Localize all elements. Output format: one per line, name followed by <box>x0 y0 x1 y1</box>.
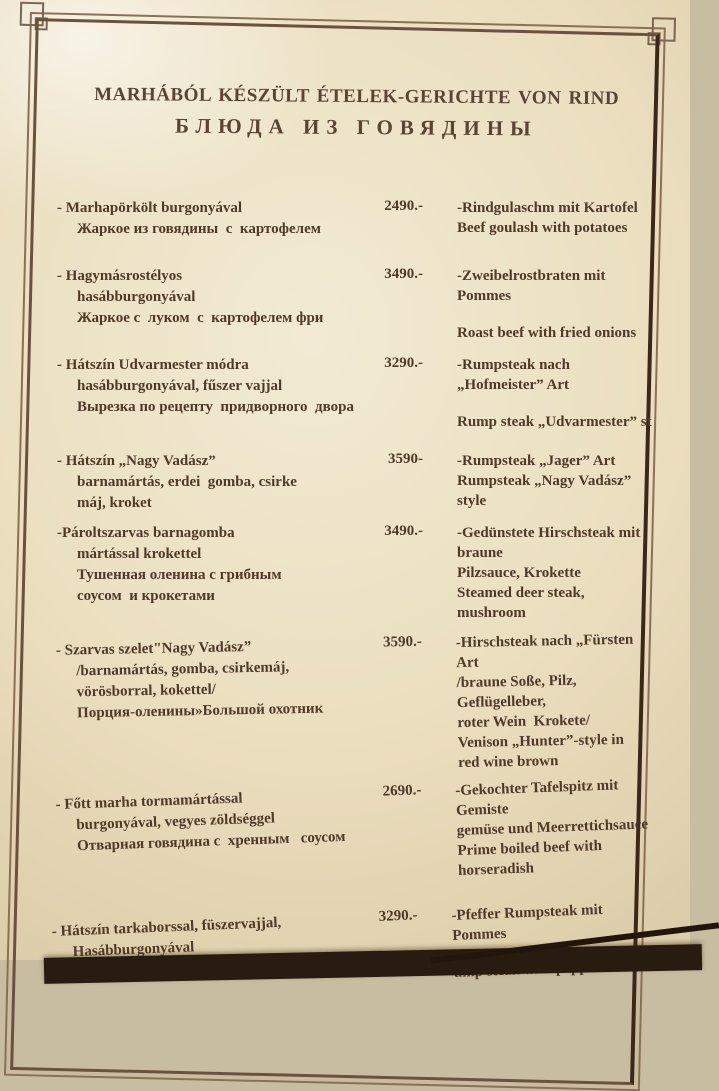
item-translation-line: Steamed deer steak, mushroom <box>457 585 589 621</box>
item-translation-line: Rump steak „Udvarmester” st <box>457 414 652 430</box>
item-translation-line: roter Wein Krokete/ <box>457 712 591 732</box>
item-translation-line: -Hirschsteak nach „Fürsten Art <box>455 631 637 672</box>
section-title-russian: БЛЮДА ИЗ ГОВЯДИНЫ <box>174 113 538 141</box>
item-translation-line: gemüse und Meerrettichsauce <box>456 816 649 840</box>
item-name-block <box>55 633 422 725</box>
item-translation-block <box>455 774 657 881</box>
item-name-line: Жаркое из говядины с картофелем <box>77 221 321 237</box>
item-name-line: máj, kroket <box>77 495 152 511</box>
item-name-line: - Főtt marha tormamártással <box>55 790 243 814</box>
menu-items <box>51 198 656 999</box>
item-price: 3290.- <box>384 355 423 371</box>
item-translation-line: /braune Soße, Pilz, Geflügelleber, <box>456 672 581 712</box>
item-name-line: Hasábburgonyával <box>72 939 195 961</box>
menu-item-row <box>57 523 656 623</box>
item-price: 3490.- <box>384 266 423 282</box>
item-name-line: - Hátszín Udvarmester módra <box>57 357 249 373</box>
item-translation-line: -Gedünstete Hirschsteak mit braune <box>457 525 645 561</box>
menu-item-row <box>57 451 656 514</box>
item-name-line: burgonyával, vegyes zöldséggel <box>76 810 276 834</box>
item-name-line: Порция-оленины»Большой охотник <box>76 700 324 722</box>
menu-item-row <box>57 355 656 432</box>
item-name-line: hasábburgonyával, fűszer vajjal <box>77 378 283 394</box>
item-translation-line: -Rumpsteak „Jager” Art <box>457 453 616 469</box>
item-name-line: /barnamártás, gomba, csirkemáj, <box>76 659 290 680</box>
item-translation-line: -Pfeffer Rumpsteak mit Pommes <box>451 901 607 944</box>
item-name-line: hasábburgonyával <box>77 289 196 305</box>
item-price: 2490.- <box>384 198 423 214</box>
menu-item-row <box>57 266 656 343</box>
item-name-line: - Hátszín tarkaborssal, füszervajjal, <box>51 914 282 941</box>
item-translation-block <box>457 523 656 623</box>
item-name-line: - Marhapörkölt burgonyával <box>57 200 243 216</box>
item-translation-line <box>457 306 656 323</box>
item-price: 3490.- <box>384 523 423 539</box>
item-translation-line: -Gekochter Tafelspitz mit Gemiste <box>455 777 623 820</box>
menu-section-title <box>57 84 656 143</box>
item-translation-line: Roast beef with fried onions <box>457 325 637 341</box>
section-title-hungarian-german: MARHÁBÓL KÉSZÜLT ÉTELEK-GERICHTE VON RIND <box>94 83 620 110</box>
item-name-line: vörösborral, kokettel/ <box>76 681 216 701</box>
item-name-line: Вырезка по рецепту придворного двора <box>77 399 354 415</box>
item-translation-line: -Zweibelrostbraten mit Pommes <box>457 268 610 304</box>
item-translation-line: Prime boiled beef with horseradish <box>457 837 606 880</box>
item-translation-line: red wine brown <box>457 753 559 772</box>
item-translation-line: Rumpsteak „Nagy Vadász” style <box>457 473 635 509</box>
menu-item-row <box>57 198 656 240</box>
item-name-block <box>57 355 423 418</box>
item-name-block <box>57 266 423 329</box>
item-translation-line: Beef goulash with potatoes <box>457 220 628 236</box>
item-name-line: -Pároltszarvas barnagomba <box>57 525 235 541</box>
item-name-block <box>57 451 423 514</box>
item-name-line: Жаркое с луком с картофелем фри <box>77 310 324 326</box>
item-name-line: Тушенная оленина с грибным <box>77 567 282 583</box>
item-translation-block <box>457 266 656 343</box>
menu-item-row <box>56 629 658 780</box>
item-translation-line: -Rumpsteak nach „Hofmeister” Art <box>457 357 574 393</box>
item-translation-block <box>457 198 656 238</box>
item-translation-line <box>457 395 656 412</box>
item-translation-line: Venison „Hunter”-style in <box>457 731 625 752</box>
item-name-line: Отварная говядина с хренным соусом <box>76 828 346 855</box>
item-name-line: - Hátszín „Nagy Vadász” <box>57 453 216 469</box>
item-name-block <box>55 782 422 858</box>
item-name-line: - Hagymásrostélyos <box>57 268 183 284</box>
item-name-line: barnamártás, erdei gomba, csirke <box>77 474 297 490</box>
item-name-line: mártással krokettel <box>77 546 202 562</box>
item-translation-line: -Rindgulaschm mit Kartofel <box>457 200 638 216</box>
menu-item-row <box>55 774 657 895</box>
item-name-block <box>57 198 423 240</box>
item-name-line: - Szarvas szelet"Nagy Vadász” <box>55 639 252 659</box>
item-price: 2690.- <box>382 782 422 800</box>
item-price: 3590.- <box>382 633 422 651</box>
item-name-line: соусом и крокетами <box>77 588 215 604</box>
item-translation-block <box>457 355 656 432</box>
item-name-block <box>57 523 423 607</box>
item-price: 3590- <box>388 451 423 467</box>
item-translation-line: Pilzsauce, Krokette <box>457 565 581 581</box>
item-price: 3290.- <box>378 907 418 925</box>
item-translation-block <box>456 629 658 773</box>
item-translation-block <box>457 451 656 511</box>
